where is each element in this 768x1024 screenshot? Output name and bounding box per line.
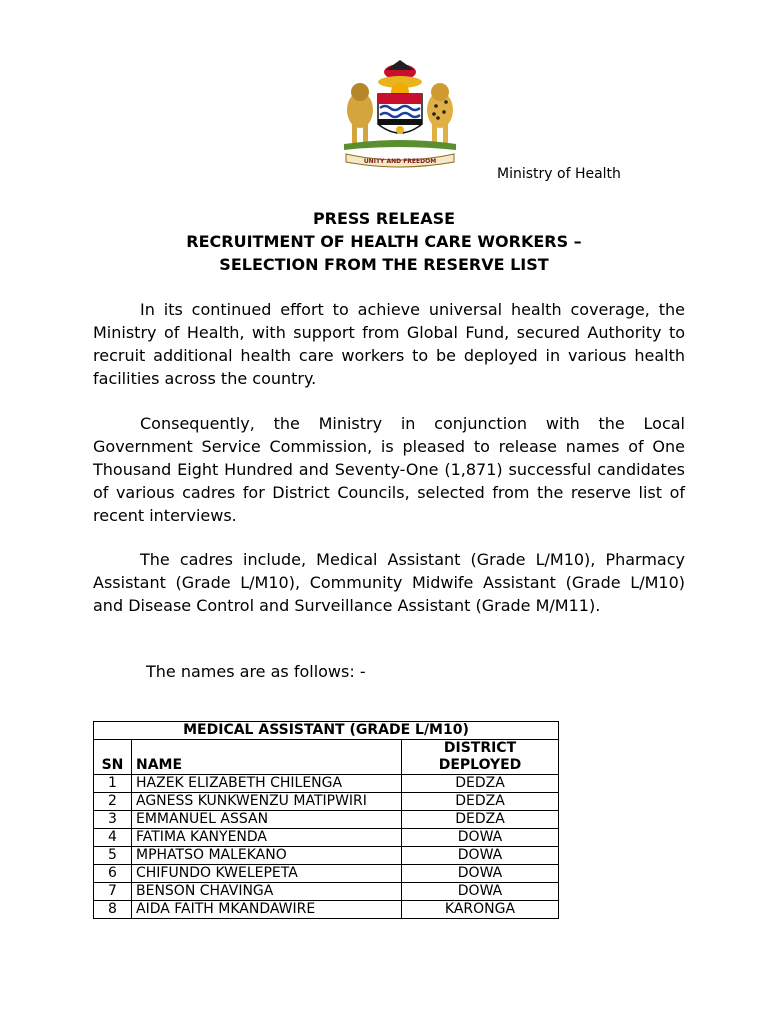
table-row: [94, 883, 559, 901]
table-row: [94, 847, 559, 865]
row-sn: 2: [94, 793, 132, 811]
row-name: FATIMA KANYENDA: [132, 829, 402, 847]
row-district: DOWA: [402, 829, 559, 847]
row-sn: 1: [94, 775, 132, 793]
row-name: CHIFUNDO KWELEPETA: [132, 865, 402, 883]
row-district: DOWA: [402, 883, 559, 901]
table-title: MEDICAL ASSISTANT (GRADE L/M10): [94, 722, 559, 740]
row-sn: 5: [94, 847, 132, 865]
column-header-sn: SN: [94, 740, 132, 775]
row-name: EMMANUEL ASSAN: [132, 811, 402, 829]
names-intro: The names are as follows: -: [146, 662, 366, 681]
table-row: [94, 865, 559, 883]
press-release-heading: PRESS RELEASE: [312, 209, 456, 228]
title-line-reserve-list: SELECTION FROM THE RESERVE LIST: [219, 255, 549, 274]
row-name: AIDA FAITH MKANDAWIRE: [132, 901, 402, 919]
row-sn: 4: [94, 829, 132, 847]
row-sn: 8: [94, 901, 132, 919]
ministry-name: Ministry of Health: [497, 166, 621, 182]
row-name: HAZEK ELIZABETH CHILENGA: [132, 775, 402, 793]
row-district: DEDZA: [402, 793, 559, 811]
column-header-district: DISTRICT DEPLOYED: [402, 740, 559, 775]
table-row: [94, 811, 559, 829]
table-row: [94, 793, 559, 811]
row-district: DOWA: [402, 847, 559, 865]
row-district: DEDZA: [402, 811, 559, 829]
title-line-recruitment: RECRUITMENT OF HEALTH CARE WORKERS –: [186, 232, 582, 251]
paragraph-cadres: The cadres include, Medical Assistant (Grade L/M10), Pharmacy Assistant (Grade L/M10), Community Midwife Assistant (Grade L/M10) and Disease Control and Surveillance Assistant (Grade M/M11).: [93, 550, 685, 615]
row-sn: 3: [94, 811, 132, 829]
row-sn: 7: [94, 883, 132, 901]
row-district: DOWA: [402, 865, 559, 883]
row-district: DEDZA: [402, 775, 559, 793]
row-sn: 6: [94, 865, 132, 883]
table-row: [94, 829, 559, 847]
paragraph-coverage: In its continued effort to achieve universal health coverage, the Ministry of Health, with support from Global Fund, secured Authority to recruit additional health care workers to be deployed in various health facilities across the country.: [93, 300, 685, 388]
row-name: AGNESS KUNKWENZU MATIPWIRI: [132, 793, 402, 811]
coat-of-arms-logo: [330, 58, 470, 170]
row-name: MPHATSO MALEKANO: [132, 847, 402, 865]
row-name: BENSON CHAVINGA: [132, 883, 402, 901]
table-row: [94, 775, 559, 793]
medical-assistant-table: [93, 721, 559, 919]
column-header-name: NAME: [132, 740, 402, 775]
row-district: KARONGA: [402, 901, 559, 919]
svg-text:UNITY AND FREEDOM: UNITY AND FREEDOM: [363, 158, 437, 165]
table-row: [94, 901, 559, 919]
paragraph-candidates: Consequently, the Ministry in conjunction with the Local Government Service Commission, is pleased to release names of One Thousand Eight Hundred and Seventy-One (1,871) successful candidates of various cadres for District Councils, selected from the reserve list of recent interviews.: [93, 414, 685, 525]
